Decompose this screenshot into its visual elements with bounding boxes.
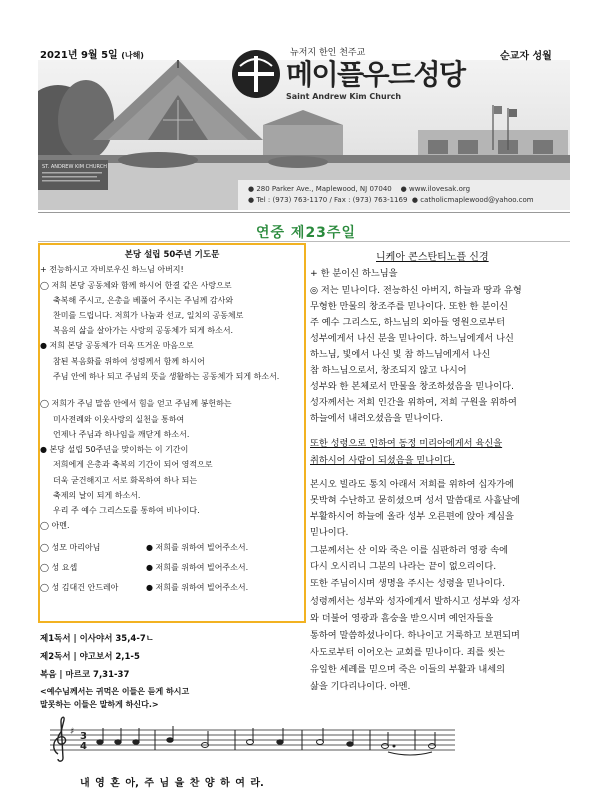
antiphon-line: <예수님께서는 귀먹은 이들은 듣게 하시고	[40, 687, 190, 696]
prayer-line: ● 본당 설립 50주년을 맞이하는 이 기간이	[40, 445, 189, 454]
gospel-reading: 복음 | 마르코 7,31-37	[40, 670, 130, 680]
prayer-line: 주님 안에 하나 되고 주님의 뜻을 생활하는 공동체가 되게 하소서.	[53, 372, 280, 381]
creed-line: 무형한 만물의 창조주를 믿나이다. 또한 한 분이신	[310, 301, 508, 312]
creed-line: 하느님, 빛에서 나신 빛 참 하느님에게서 나신	[310, 349, 491, 360]
sunday-title: 연중 제23주일	[256, 225, 356, 241]
creed-line: 성령께서는 성부와 성자에게서 발하시고 성부와 성자	[310, 596, 520, 607]
creed-line: + 한 분이신 하느님을	[310, 268, 398, 279]
creed-line: 부활하시어 하늘에 올라 성부 오른편에 앉아 계심을	[310, 511, 514, 522]
phone-fax: Tel : (973) 763-1170 / Fax : (973) 763-1169	[256, 196, 408, 204]
creed-line: 성자께서는 저희 인간을 위하여, 저희 구원을 위하여	[310, 397, 517, 408]
logo-name-en: Saint Andrew Kim Church	[286, 92, 402, 101]
key-sharp-icon: ♯	[70, 727, 75, 737]
prayer-line: 찬미를 드립니다. 저희가 나눔과 선교, 일치의 공동체로	[53, 311, 244, 320]
second-reading: 제2독서 | 야고보서 2,1-5	[40, 652, 140, 662]
saint-petition: ● 저희를 위하여 빌어주소서.	[146, 563, 249, 572]
prayer-line: + 전능하시고 자비로우신 하느님 아버지!	[40, 265, 184, 274]
church-logo	[228, 44, 478, 102]
prayer-line: 참된 복음화를 위하여 성령께서 함께 하시어	[53, 357, 205, 366]
prayer-line: 미사전례와 이웃사랑의 실천을 통하여	[53, 415, 185, 424]
hymn-lyrics: 내 영 혼 아, 주 님 을 찬 양 하 여 라.	[80, 778, 264, 789]
creed-line-highlight: 또한 성령으로 인하여 동정 미리아에게서 육신을	[310, 438, 503, 449]
creed-line: 성부에게서 나신 분을 믿나이다. 하느님에게서 나신	[310, 333, 514, 344]
creed-line: 통하여 말씀하셨나이다. 하나이고 거룩하고 보편되며	[310, 630, 520, 641]
music-staff	[40, 710, 460, 770]
prayer-line: 저희에게 은총과 축복의 기간이 되어 영적으로	[53, 460, 213, 469]
date-text: 2021년 9월 5일	[40, 50, 118, 61]
prayer-title: 본당 설립 50주년 기도문	[124, 250, 220, 260]
creed-line: 삶을 기다리나이다. 아멘.	[310, 681, 411, 692]
bulletin-date	[40, 46, 144, 61]
saint-petition: ● 저희를 위하여 빌어주소서.	[146, 543, 249, 552]
logo-name: 메이플우드성당	[286, 58, 466, 91]
creed-line: 하늘에서 내려오셨음을 믿나이다.	[310, 413, 444, 424]
creed-line: 주 예수 그리스도, 하느님의 외아들 영원으로부터	[310, 317, 506, 328]
creed-line: 또한 주님이시며 생명을 주시는 성령을 믿나이다.	[310, 578, 506, 589]
saint-name: ◯ 성 요셉	[40, 563, 78, 572]
creed-line: 사도로부터 이어오는 교회를 믿나이다. 죄를 씻는	[310, 647, 506, 658]
season-title: 순교자 성월	[500, 51, 552, 62]
address: 280 Parker Ave., Maplewood, NJ 07040	[256, 185, 392, 193]
creed-line: 그분께서는 산 이와 죽은 이를 심판하러 영광 속에	[310, 545, 508, 556]
logo-subtitle: 뉴저지 한인 천주교	[290, 48, 366, 58]
contact-info: ● 280 Parker Ave., Maplewood, NJ 07040 ● www.ilovesak.org ● Tel : (973) 763-1170 / Fax : (973) 763-1169 ● catholicmaplewood@yahoo.com	[248, 185, 534, 204]
email-link[interactable]: catholicmaplewood@yahoo.com	[420, 196, 534, 204]
saint-name: ◯ 성모 마리아님	[40, 543, 101, 552]
creed-line: 와 더불어 영광과 흠숭을 받으시며 예언자들을	[310, 613, 494, 624]
prayer-line: 축복해 주시고, 은총을 베풀어 주시는 주님께 감사와	[53, 296, 234, 305]
creed-line: 믿나이다.	[310, 527, 349, 538]
title-divider	[38, 241, 570, 242]
header-divider	[38, 212, 570, 213]
saint-petition: ● 저희를 위하여 빌어주소서.	[146, 583, 249, 592]
creed-line: ◎ 저는 믿나이다. 전능하신 아버지, 하늘과 땅과 유형	[310, 285, 522, 296]
prayer-line: 더욱 굳건해지고 서로 화목하여 하나 되는	[53, 476, 198, 485]
prayer-line: 우리 주 예수 그리스도를 통하여 비나이다.	[53, 506, 200, 515]
creed-line: 못박혀 수난하고 묻히셨으며 성서 말씀대로 사흘날에	[310, 495, 520, 506]
time-sig-bottom: 4	[80, 741, 87, 752]
antiphon-line: 말못하는 이들은 말하게 하신다.>	[40, 700, 159, 709]
creed-line: 유일한 세례를 믿으며 죽은 이들의 부활과 내세의	[310, 664, 506, 675]
first-reading: 제1독서 | 이사야서 35,4-7ㄴ	[40, 634, 154, 644]
creed-line: 다시 오시리니 그분의 나라는 끝이 없으리이다.	[310, 561, 497, 572]
photo-sign-text: ST. ANDREW KIM CHURCH	[42, 164, 108, 170]
time-sig-top: 3	[80, 731, 87, 742]
creed-line: 성부와 한 본체로서 만물을 창조하셨음을 믿나이다.	[310, 381, 514, 392]
prayer-line: 언제나 주님과 하나임을 깨닫게 하소서.	[53, 430, 190, 439]
creed-line: 참 하느님으로서, 창조되지 않고 나시어	[310, 365, 467, 376]
prayer-line: ◯ 저희가 주님 말씀 안에서 힘을 얻고 주님께 봉헌하는	[40, 399, 232, 408]
creed-line-highlight: 취하시어 사람이 되셨음을 믿나이다.	[310, 455, 455, 466]
treble-clef-icon	[54, 717, 66, 761]
prayer-line: ◯ 저희 본당 공동체와 함께 하시어 한결 같은 사랑으로	[40, 281, 232, 290]
liturgical-year: (나해)	[121, 51, 144, 60]
creed-title: 니케아 콘스탄티노플 신경	[376, 252, 489, 263]
website-link[interactable]: www.ilovesak.org	[408, 185, 471, 193]
prayer-line: 복음의 삶을 살아가는 사랑의 공동체가 되게 하소서.	[53, 326, 234, 335]
prayer-line: 축제의 날이 되게 하소서.	[53, 491, 141, 500]
creed-line: 본시오 빌라도 통치 아래서 저희를 위하여 십자가에	[310, 479, 514, 490]
prayer-line: ◯ 아멘.	[40, 521, 70, 530]
prayer-line: ● 저희 본당 공동체가 더욱 뜨거운 마음으로	[40, 341, 194, 350]
saint-name: ◯ 성 김대건 안드레아	[40, 583, 119, 592]
